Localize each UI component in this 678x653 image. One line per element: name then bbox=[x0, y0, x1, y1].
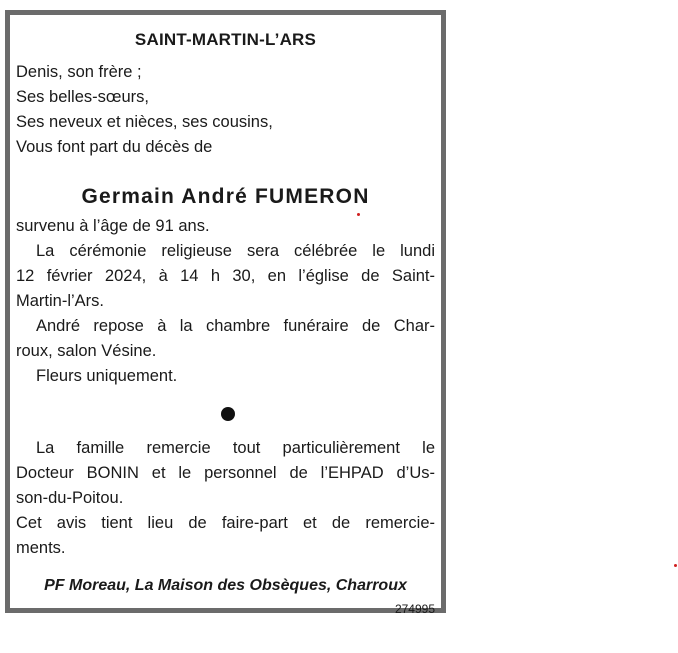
notice-text-line: ments. bbox=[16, 539, 66, 557]
intro-line: Ses neveux et nièces, ses cousins, bbox=[16, 113, 273, 131]
flowers-line: Fleurs uniquement. bbox=[36, 367, 178, 385]
ink-speck bbox=[674, 564, 677, 567]
ink-speck bbox=[357, 213, 360, 216]
age-line: survenu à l’âge de 91 ans. bbox=[16, 217, 210, 235]
reference-number: 274995 bbox=[394, 602, 435, 616]
ceremony-line: 12 février 2024, à 14 h 30, en l’église de Saint- bbox=[16, 267, 435, 285]
thanks-line: La famille remercie tout particulièrement le bbox=[36, 439, 435, 457]
ceremony-line: Martin-l’Ars. bbox=[16, 292, 105, 310]
ceremony-line: La cérémonie religieuse sera célébrée le lundi bbox=[36, 242, 435, 260]
funeral-home-signature: PF Moreau, La Maison des Obsèques, Charroux bbox=[44, 577, 407, 594]
separator-bullet bbox=[221, 407, 235, 421]
thanks-line: son-du-Poitou. bbox=[16, 489, 124, 507]
rest-line: André repose à la chambre funéraire de Char- bbox=[36, 317, 435, 335]
intro-line: Denis, son frère ; bbox=[16, 63, 142, 81]
rest-line: roux, salon Vésine. bbox=[16, 342, 157, 360]
locality-heading: SAINT-MARTIN-L’ARS bbox=[134, 30, 317, 49]
notice-text-line: Cet avis tient lieu de faire-part et de remercie- bbox=[16, 514, 435, 532]
thanks-line: Docteur BONIN et le personnel de l’EHPAD d’Us- bbox=[16, 464, 435, 482]
obituary-notice bbox=[5, 10, 446, 616]
deceased-name: Germain André FUMERON bbox=[81, 185, 370, 208]
intro-line: Vous font part du décès de bbox=[16, 138, 213, 156]
intro-line: Ses belles-sœurs, bbox=[16, 88, 149, 106]
